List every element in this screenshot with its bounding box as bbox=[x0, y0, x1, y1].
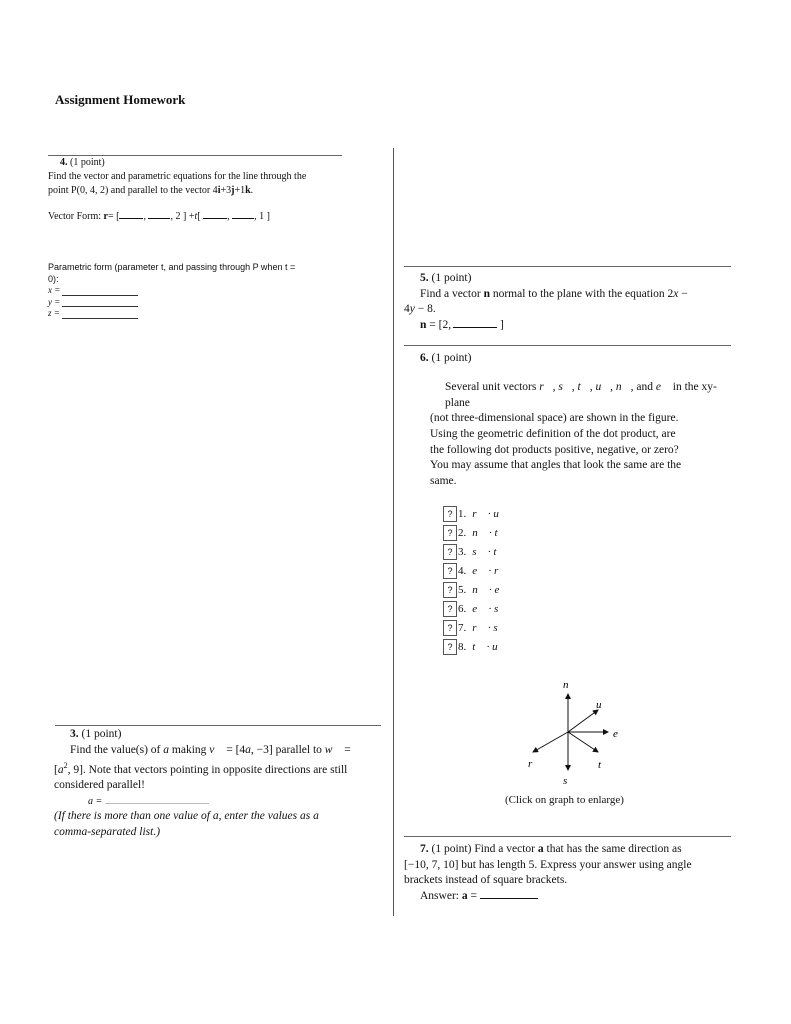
column-divider bbox=[393, 148, 394, 916]
q5-block bbox=[404, 271, 734, 333]
q7-answer-input[interactable] bbox=[480, 898, 538, 899]
q6-dropdown-6[interactable]: ? bbox=[443, 601, 457, 617]
q7-rule bbox=[404, 836, 731, 837]
q3-rule bbox=[55, 725, 381, 726]
q5-points: (1 point) bbox=[431, 272, 472, 284]
q6-dropdown-7[interactable]: ? bbox=[443, 620, 457, 636]
q3-line3: considered parallel! bbox=[54, 779, 145, 792]
q6-dropdown-1[interactable]: ? bbox=[443, 506, 457, 522]
q6-item: ? 2. n⃗ · t⃗ bbox=[443, 523, 508, 542]
q6-item: ? 5. n⃗ · e⃗ bbox=[443, 580, 508, 599]
label-s: s⃗ bbox=[563, 775, 576, 787]
q4-prompt-line2: point P(0, 4, 2) and parallel to the vector 4i+3j+1k. bbox=[48, 185, 254, 196]
q3-note: (If there is more than one value of a, enter the values as a comma-separated list.) bbox=[54, 810, 319, 838]
q4-parametric-block bbox=[48, 262, 348, 320]
q6-dot-product-list bbox=[443, 504, 508, 656]
q6-header bbox=[420, 351, 730, 367]
q6-dropdown-4[interactable]: ? bbox=[443, 563, 457, 579]
q7-line2: [−10, 7, 10] but has length 5. Express your answer using angle bbox=[404, 858, 692, 871]
q6-points: (1 point) bbox=[431, 352, 472, 364]
q6-number: 6. bbox=[420, 352, 429, 364]
label-r: r⃗ bbox=[528, 758, 541, 770]
q3-points: (1 point) bbox=[81, 728, 122, 740]
q6-item: ? 1. r⃗ · u⃗ bbox=[443, 504, 508, 523]
label-u: u⃗ bbox=[596, 699, 611, 711]
q6-item: ? 4. e⃗ · r⃗ bbox=[443, 561, 508, 580]
label-n: n⃗ bbox=[563, 679, 578, 691]
q7-points: (1 point) bbox=[431, 843, 472, 855]
q4-parametric-line1: Parametric form (parameter t, and passing through P when t = bbox=[48, 262, 296, 272]
q5-prompt-line2: 4y − 8. bbox=[404, 303, 436, 315]
q4-vec-y0-input[interactable] bbox=[148, 218, 170, 219]
q4-block bbox=[48, 156, 348, 224]
q6-dropdown-3[interactable]: ? bbox=[443, 544, 457, 560]
q7-line1: 7. (1 point) Find a vector a that has the same direction as bbox=[420, 843, 682, 855]
q6-instructions: Using the geometric definition of the dot product, are the following dot products positive, negative, or zero? You may assume that angles that look the same are the same. bbox=[430, 428, 682, 487]
q4-number: 4. bbox=[60, 157, 68, 168]
label-e: e⃗ bbox=[613, 728, 627, 740]
q6-item: ? 3. s⃗ · t⃗ bbox=[443, 542, 508, 561]
label-t: t⃗ bbox=[598, 759, 610, 771]
q6-dropdown-2[interactable]: ? bbox=[443, 525, 457, 541]
q5-answer: n = [2, ] bbox=[420, 318, 504, 331]
vector-figure[interactable] bbox=[520, 676, 640, 791]
q7-number: 7. bbox=[420, 843, 429, 855]
q7-block bbox=[404, 842, 734, 904]
q4-z-row: z = bbox=[48, 308, 348, 320]
q7-line3: brackets instead of square brackets. bbox=[404, 874, 568, 886]
q3-block bbox=[54, 727, 384, 840]
q3-a-input[interactable] bbox=[105, 803, 209, 804]
q4-vec-x0-input[interactable] bbox=[119, 218, 143, 219]
q7-answer-row: Answer: a = bbox=[404, 889, 734, 905]
q5-rule bbox=[404, 266, 731, 267]
q4-z-input[interactable] bbox=[62, 318, 138, 319]
q4-y-row: y = bbox=[48, 297, 348, 309]
q4-x-input[interactable] bbox=[62, 295, 138, 296]
q4-prompt-line1: Find the vector and parametric equations for the line through the bbox=[48, 171, 307, 182]
q6-item: ? 6. e⃗ · s⃗ bbox=[443, 599, 508, 618]
q3-line2: [$a^2$, 9]. Note that vectors pointing in opposite directions are still bbox=[54, 761, 348, 776]
q4-dir-y-input[interactable] bbox=[232, 218, 254, 219]
q5-y-input[interactable] bbox=[453, 327, 475, 328]
q6-item: ? 8. t⃗ · u⃗ bbox=[443, 637, 508, 656]
q5-prompt-line1: Find a vector n normal to the plane with the equation 2x − bbox=[420, 287, 688, 300]
q4-vector-form: Vector Form: r= [ , , 2 ] +t[ , , 1 ] bbox=[48, 211, 270, 222]
q3-line1: Find the value(s) of a making v⃗ = [4a, −3] parallel to w⃗ = bbox=[70, 743, 351, 756]
q3-answer-row: a = bbox=[54, 794, 384, 810]
q4-y-input[interactable] bbox=[62, 306, 138, 307]
vector-r-arrow bbox=[533, 732, 568, 752]
graph-caption-link[interactable]: (Click on graph to enlarge) bbox=[505, 794, 624, 806]
q6-intro: Several unit vectors r⃗, s⃗, t⃗, u⃗, n⃗, and e⃗ in the xy-plane (not three-dimensional space) are shown in the figure. bbox=[430, 381, 717, 424]
vector-t-arrow bbox=[568, 732, 598, 752]
q4-parametric-line2: 0): bbox=[48, 273, 59, 284]
q6-dropdown-8[interactable]: ? bbox=[443, 639, 457, 655]
q6-item: ? 7. r⃗ · s⃗ bbox=[443, 618, 508, 637]
page-title: Assignment Homework bbox=[55, 92, 186, 107]
q4-dir-x-input[interactable] bbox=[203, 218, 227, 219]
q6-rule bbox=[404, 345, 731, 346]
q5-z-input[interactable] bbox=[475, 327, 497, 328]
q6-dropdown-5[interactable]: ? bbox=[443, 582, 457, 598]
q4-x-row: x = bbox=[48, 285, 348, 297]
q4-points: (1 point) bbox=[70, 157, 105, 168]
vector-u-arrow bbox=[568, 710, 598, 732]
q5-number: 5. bbox=[420, 272, 429, 284]
q3-number: 3. bbox=[70, 728, 79, 740]
